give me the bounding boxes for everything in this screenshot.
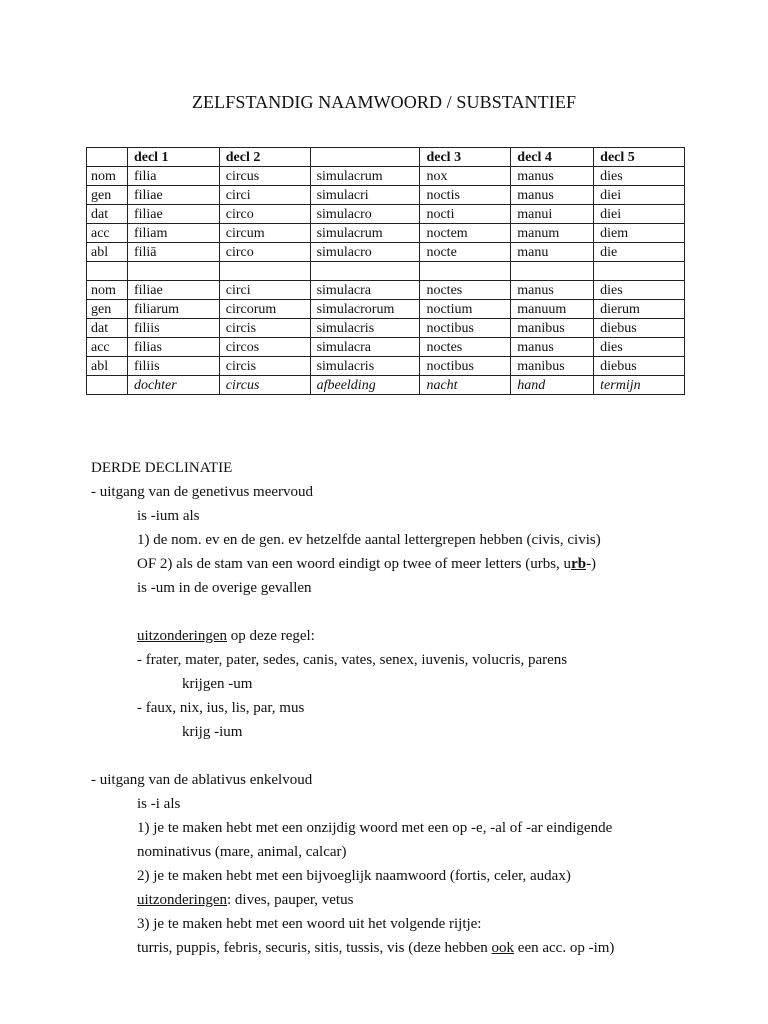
table-cell: termijn: [594, 376, 685, 395]
table-cell: filiae: [127, 205, 219, 224]
table-cell: diebus: [594, 357, 685, 376]
case-cell: nom: [87, 281, 128, 300]
table-row: [87, 300, 685, 319]
table-cell: diei: [594, 205, 685, 224]
table-cell: simulacra: [310, 338, 420, 357]
gen-pl-rule: - uitgang van de genetivus meervoud: [91, 484, 314, 500]
table-cell: dochter: [127, 376, 219, 395]
table-row: [87, 319, 685, 338]
table-row: [87, 357, 685, 376]
case-cell: [87, 148, 128, 167]
table-cell: circis: [219, 357, 310, 376]
abl-sg-rule-3-list: turris, puppis, febris, securis, sitis, tussis, vis (deze hebben ook een acc. op -im): [137, 940, 615, 956]
table-cell: simulacri: [310, 186, 420, 205]
table-cell: decl 5: [594, 148, 685, 167]
table-row: [87, 281, 685, 300]
table-cell: filias: [127, 338, 219, 357]
table-cell: diem: [594, 224, 685, 243]
table-cell: simulacrorum: [310, 300, 420, 319]
table-cell: filiā: [127, 243, 219, 262]
table-cell: noctem: [420, 224, 511, 243]
table-cell: [127, 262, 219, 281]
table-cell: filiam: [127, 224, 219, 243]
table-cell: nox: [420, 167, 511, 186]
table-cell: manus: [511, 281, 594, 300]
table-cell: simulacro: [310, 243, 420, 262]
table-cell: manus: [511, 167, 594, 186]
table-cell: circis: [219, 319, 310, 338]
table-cell: circus: [219, 167, 310, 186]
table-cell: noctis: [420, 186, 511, 205]
table-cell: circorum: [219, 300, 310, 319]
table-cell: manus: [511, 186, 594, 205]
table-cell: decl 1: [127, 148, 219, 167]
table-cell: simulacris: [310, 357, 420, 376]
gen-pl-rule-1: 1) de nom. ev en de gen. ev hetzelfde aantal lettergrepen hebben (civis, civis): [137, 532, 601, 548]
case-cell: nom: [87, 167, 128, 186]
table-cell: manibus: [511, 319, 594, 338]
table-row: [87, 167, 685, 186]
table-meaning-row: [87, 376, 685, 395]
case-cell: [87, 376, 128, 395]
table-cell: afbeelding: [310, 376, 420, 395]
table-cell: nocti: [420, 205, 511, 224]
table-cell: nacht: [420, 376, 511, 395]
case-cell: acc: [87, 338, 128, 357]
table-cell: filia: [127, 167, 219, 186]
table-cell: noctibus: [420, 319, 511, 338]
table-cell: [594, 262, 685, 281]
table-cell: manus: [511, 338, 594, 357]
table-row: [87, 205, 685, 224]
table-cell: filiis: [127, 319, 219, 338]
table-header-row: [87, 148, 685, 167]
exceptions-ending-1: krijgen -um: [182, 676, 253, 692]
case-cell: dat: [87, 319, 128, 338]
case-cell: acc: [87, 224, 128, 243]
case-cell: abl: [87, 357, 128, 376]
case-cell: dat: [87, 205, 128, 224]
case-cell: [87, 262, 128, 281]
table-cell: circi: [219, 281, 310, 300]
abl-sg-rule-2-exceptions: uitzonderingen: dives, pauper, vetus: [137, 892, 354, 908]
abl-sg-condition: is -i als: [137, 796, 181, 812]
table-cell: dies: [594, 338, 685, 357]
table-cell: simulacro: [310, 205, 420, 224]
table-cell: hand: [511, 376, 594, 395]
gen-pl-condition: is -ium als: [137, 508, 200, 524]
table-cell: manibus: [511, 357, 594, 376]
table-cell: circos: [219, 338, 310, 357]
case-cell: gen: [87, 186, 128, 205]
table-cell: circum: [219, 224, 310, 243]
table-cell: die: [594, 243, 685, 262]
abl-sg-rule-1a: 1) je te maken hebt met een onzijdig woord met een op -e, -al of -ar eindigende: [137, 820, 613, 836]
table-spacer-row: [87, 262, 685, 281]
table-cell: [310, 262, 420, 281]
table-cell: decl 4: [511, 148, 594, 167]
abl-sg-rule: - uitgang van de ablativus enkelvoud: [91, 772, 313, 788]
exceptions-heading: uitzonderingen op deze regel:: [137, 628, 315, 644]
table-cell: noctium: [420, 300, 511, 319]
table-cell: filiae: [127, 186, 219, 205]
table-cell: filiarum: [127, 300, 219, 319]
table-row: [87, 338, 685, 357]
table-cell: manui: [511, 205, 594, 224]
notes-section: [91, 456, 711, 960]
table-cell: nocte: [420, 243, 511, 262]
table-cell: circo: [219, 243, 310, 262]
case-cell: abl: [87, 243, 128, 262]
table-cell: [310, 148, 420, 167]
abl-sg-rule-1b: nominativus (mare, animal, calcar): [137, 844, 347, 860]
table-cell: [420, 262, 511, 281]
table-cell: manum: [511, 224, 594, 243]
section-heading: DERDE DECLINATIE: [91, 460, 233, 476]
exceptions-list-2: - faux, nix, ius, lis, par, mus: [137, 700, 305, 716]
table-cell: circo: [219, 205, 310, 224]
case-cell: gen: [87, 300, 128, 319]
table-cell: manu: [511, 243, 594, 262]
abl-sg-rule-2: 2) je te maken hebt met een bijvoeglijk naamwoord (fortis, celer, audax): [137, 868, 571, 884]
table-cell: simulacris: [310, 319, 420, 338]
table-cell: circi: [219, 186, 310, 205]
gen-pl-rule-2: OF 2) als de stam van een woord eindigt op twee of meer letters (urbs, urb-): [137, 556, 597, 572]
table-cell: [511, 262, 594, 281]
table-row: [87, 186, 685, 205]
table-cell: manuum: [511, 300, 594, 319]
gen-pl-other: is -um in de overige gevallen: [137, 580, 312, 596]
table-cell: noctibus: [420, 357, 511, 376]
table-row: [87, 243, 685, 262]
table-cell: noctes: [420, 281, 511, 300]
table-cell: dies: [594, 281, 685, 300]
table-cell: simulacrum: [310, 224, 420, 243]
table-cell: simulacrum: [310, 167, 420, 186]
table-cell: simulacra: [310, 281, 420, 300]
table-cell: decl 2: [219, 148, 310, 167]
table-cell: dierum: [594, 300, 685, 319]
table-row: [87, 224, 685, 243]
abl-sg-rule-3: 3) je te maken hebt met een woord uit het volgende rijtje:: [137, 916, 482, 932]
table-cell: filiis: [127, 357, 219, 376]
table-cell: noctes: [420, 338, 511, 357]
declension-table: [86, 147, 685, 395]
exceptions-ending-2: krijg -ium: [182, 724, 243, 740]
exceptions-list-1: - frater, mater, pater, sedes, canis, vates, senex, iuvenis, volucris, parens: [137, 652, 568, 668]
table-cell: filiae: [127, 281, 219, 300]
table-cell: circus: [219, 376, 310, 395]
table-cell: diebus: [594, 319, 685, 338]
table-cell: diei: [594, 186, 685, 205]
table-cell: dies: [594, 167, 685, 186]
table-cell: [219, 262, 310, 281]
table-cell: decl 3: [420, 148, 511, 167]
page-title: ZELFSTANDIG NAAMWOORD / SUBSTANTIEF: [191, 92, 577, 112]
